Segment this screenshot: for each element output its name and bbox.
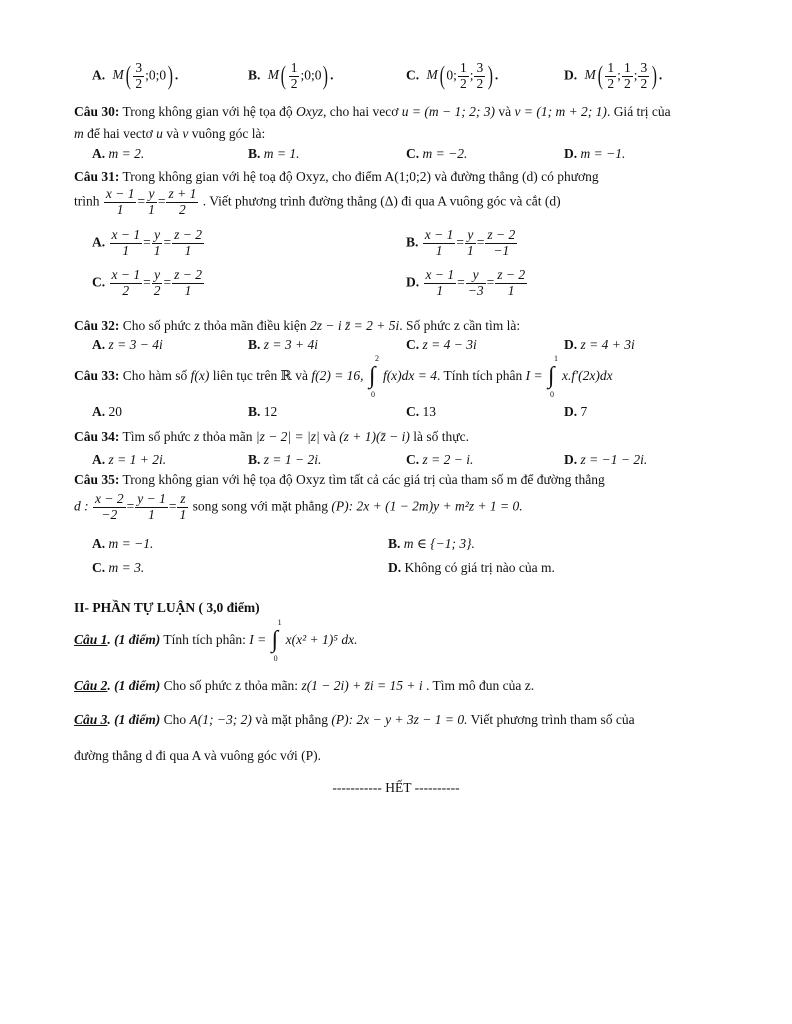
q29-choice-a: A. M( $\frac{3}{2}$ ;0;0) . — [92, 59, 179, 91]
part2-question-1: Câu 1. (1 điểm) Tính tích phân: I = ∫ 1 0 x(x² + 1)⁵ dx. — [74, 618, 358, 663]
q29-choice-b: B. M( $\frac{1}{2}$ ;0;0) . — [248, 59, 334, 91]
q32-choice-c: C. z = 4 − 3i — [406, 337, 477, 352]
q34-choice-d: D. z = −1 − 2i. — [564, 452, 648, 467]
question-label: Câu 31: — [74, 169, 120, 184]
q33-choice-d: D. 7 — [564, 404, 588, 419]
question-label: Câu 33: — [74, 368, 120, 384]
q34-choice-a: A. z = 1 + 2i. — [92, 452, 167, 467]
q35-choice-a: A. m = −1. — [92, 536, 154, 551]
integral-sign: ∫ 1 0 — [548, 354, 559, 399]
part2-title: II- PHẦN TỰ LUẬN ( 3,0 điểm) — [74, 600, 260, 615]
q30-stem-line2: m để hai vectơ u và v vuông góc là: — [74, 126, 266, 141]
q32-stem: Câu 32: Cho số phức z thỏa mãn điều kiện 2z − i z̄ = 2 + 5i. Số phức z cần tìm là: — [74, 318, 521, 333]
q31-stem-line2: trình $\frac{x - 1}{1}$ = $\frac{y}{1}$ = $\frac{z + 1}{2}$ . Viết phương trình đường thẳng (Δ) đi qua A vuông góc và cắt (d) — [74, 186, 561, 217]
q30-choice-c: C. m = −2. — [406, 146, 468, 161]
q31-choice-d: D. $\frac{x - 1}{1}$ = $\frac{y}{-3}$ = $\frac{z - 2}{1}$ — [406, 267, 526, 298]
question-label: Câu 32: — [74, 318, 120, 333]
q35-choice-d: D. Không có giá trị nào của m. — [388, 560, 555, 575]
q30-choice-d: D. m = −1. — [564, 146, 626, 161]
q35-choice-c: C. m = 3. — [92, 560, 145, 575]
end-marker: ----------- HẾT ---------- — [332, 780, 460, 795]
q32-choice-b: B. z = 3 + 4i — [248, 337, 318, 352]
choice-label: D. — [564, 67, 578, 83]
q29-choice-d: D. M( $\frac{1}{2}$ ; $\frac{1}{2}$ ; $\frac{3}{2}$ ) . — [564, 59, 663, 91]
q34-choice-c: C. z = 2 − i. — [406, 452, 474, 467]
q31-stem: Câu 31: Trong không gian với hệ toạ độ Oxyz, cho điểm A(1;0;2) và đường thẳng (d) có phương — [74, 169, 599, 184]
choice-label: C. — [406, 67, 420, 83]
part2-question-3-line2: đường thẳng d đi qua A và vuông góc với (P). — [74, 748, 321, 763]
q34-stem: Câu 34: Tìm số phức z thỏa mãn |z − 2| = |z| và (z + 1)(z̄ − i) là số thực. — [74, 429, 469, 444]
q31-choice-b: B. $\frac{x - 1}{1}$ = $\frac{y}{1}$ = $\frac{z - 2}{-1}$ — [406, 227, 516, 258]
q31-choice-a: A. $\frac{x - 1}{1}$ = $\frac{y}{1}$ = $\frac{z - 2}{1}$ — [92, 227, 202, 258]
question-label: Câu 34: — [74, 429, 120, 444]
q30-stem: Câu 30: Trong không gian với hệ tọa độ Oxyz, cho hai vecơ u = (m − 1; 2; 3) và v = (1; m + 2; 1). Giá trị của — [74, 104, 671, 119]
q32-choice-d: D. z = 4 + 3i — [564, 337, 635, 352]
q29-choice-c: C. M( 0; $\frac{1}{2}$ ; $\frac{3}{2}$ ) . — [406, 59, 499, 91]
part2-question-3: Câu 3. (1 điểm) Cho A(1; −3; 2) và mặt phẳng (P): 2x − y + 3z − 1 = 0. Viết phương trình tham số của — [74, 712, 635, 727]
integral-sign: ∫ 2 0 — [368, 354, 379, 399]
question-label: Câu 35: — [74, 472, 120, 487]
q33-choice-c: C. 13 — [406, 404, 436, 419]
q33-stem: Câu 33: Cho hàm số f(x) liên tục trên ℝ và f(2) = 16, ∫ 2 0 f(x)dx = 4. Tính tích phân I = ∫ 1 0 x.f′(2x)dx — [74, 354, 613, 399]
q30-choice-a: A. m = 2. — [92, 146, 145, 161]
q35-choice-b: B. m ∈ {−1; 3}. — [388, 536, 475, 551]
integral-sign: ∫ 1 0 — [271, 618, 282, 663]
q33-choice-a: A. 20 — [92, 404, 122, 419]
question-label: Câu 30: — [74, 104, 120, 119]
choice-label: B. — [248, 67, 261, 83]
q31-choice-c: C. $\frac{x - 1}{2}$ = $\frac{y}{2}$ = $\frac{z - 2}{1}$ — [92, 267, 202, 298]
q35-stem: Câu 35: Trong không gian với hệ tọa độ Oxyz tìm tất cả các giá trị của tham số m để đường thẳng — [74, 472, 605, 487]
choice-label: A. — [92, 67, 106, 83]
q32-choice-a: A. z = 3 − 4i — [92, 337, 163, 352]
q35-stem-line2: d : $\frac{x - 2}{-2}$ = $\frac{y - 1}{1}$ = $\frac{z}{1}$ song song với mặt phẳng (P): 2x + (1 − 2m)y + m²z + 1 = 0. — [74, 491, 523, 522]
q33-choice-b: B. 12 — [248, 404, 278, 419]
q34-choice-b: B. z = 1 − 2i. — [248, 452, 322, 467]
q30-choice-b: B. m = 1. — [248, 146, 300, 161]
part2-question-2: Câu 2. (1 điểm) Cho số phức z thỏa mãn: z(1 − 2i) + z̄i = 15 + i . Tìm mô đun của z. — [74, 678, 535, 693]
